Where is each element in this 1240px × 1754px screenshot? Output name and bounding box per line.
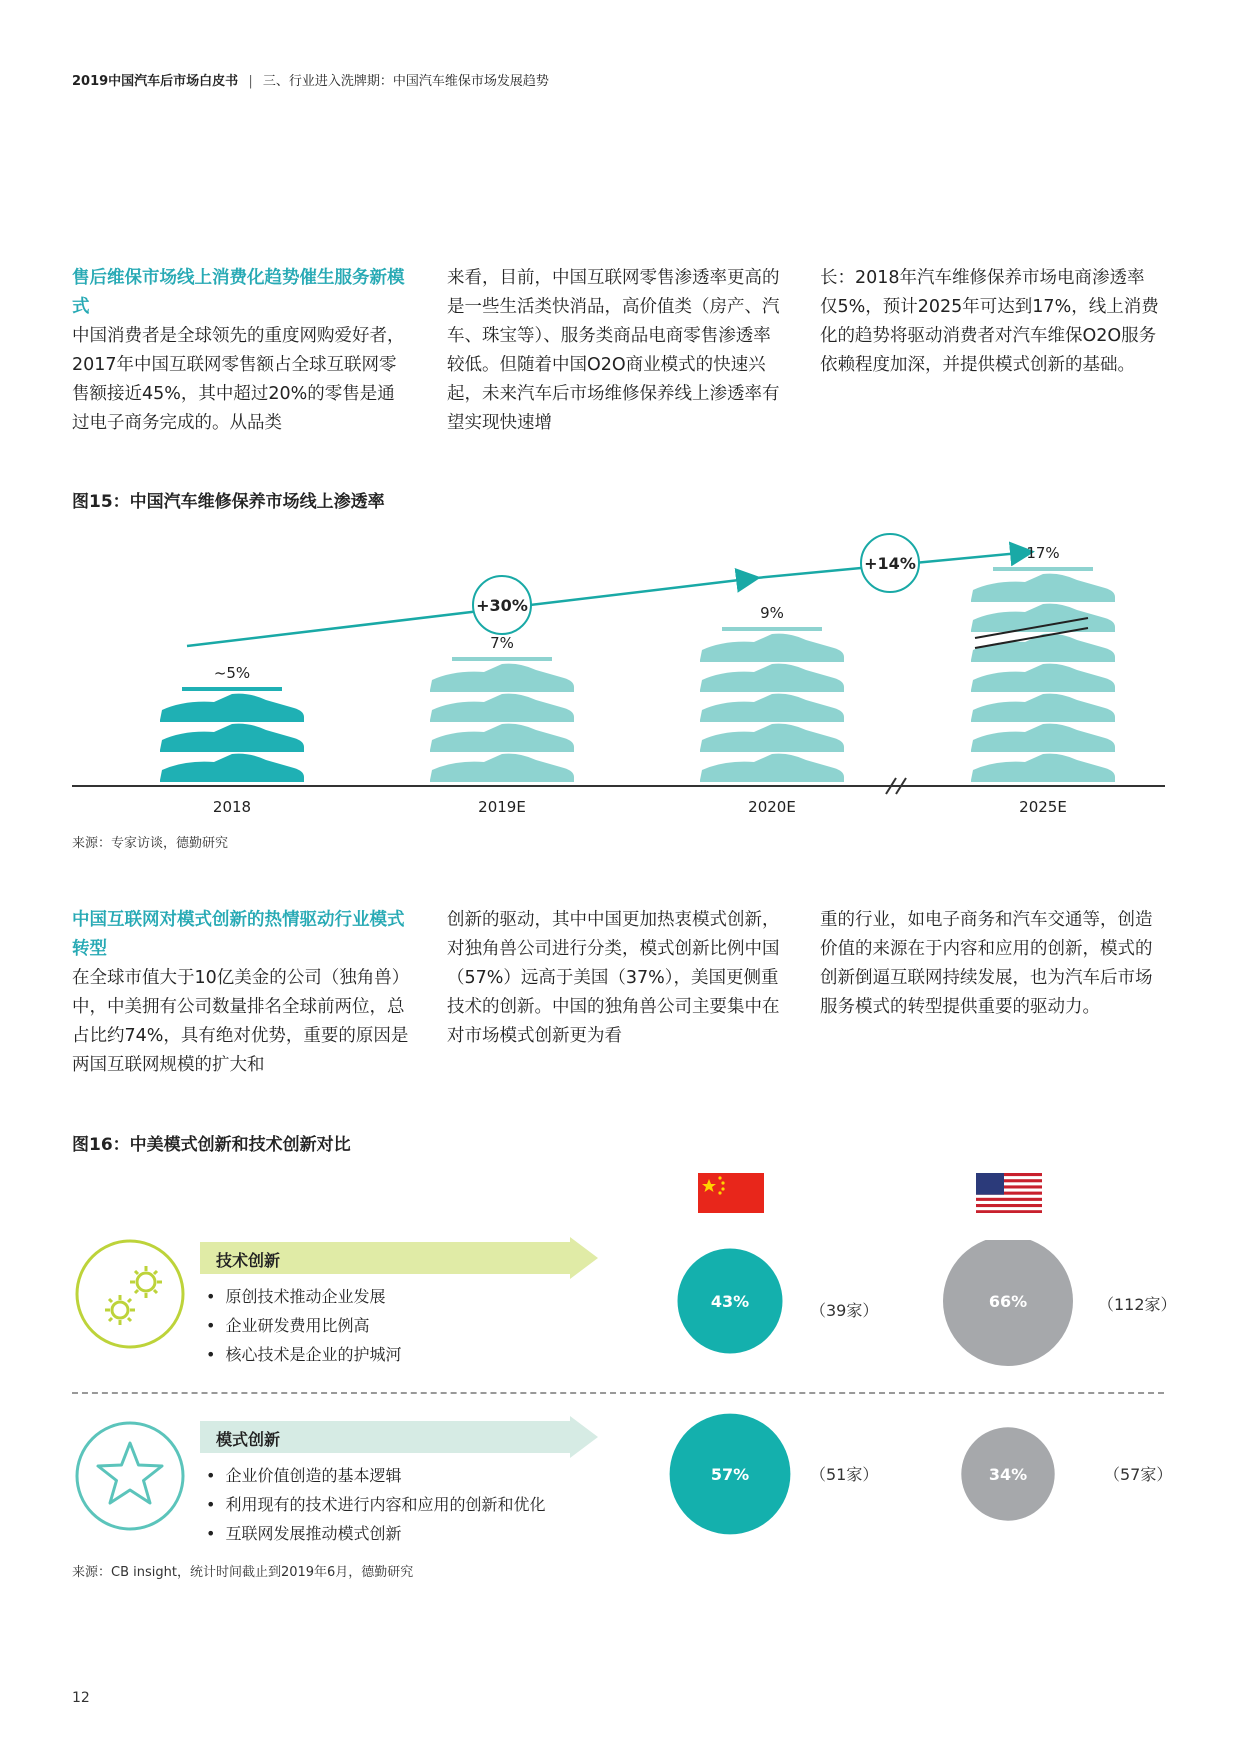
usa-model-count: （57家）: [1104, 1465, 1173, 1484]
model-star-icon: [72, 1418, 188, 1534]
figure16-source: 来源：CB insight，统计时间截止到2019年6月，德勤研究: [72, 1565, 414, 1580]
category-label-2025E: 2025E: [1019, 798, 1067, 816]
growth-bubble-2: [861, 534, 919, 592]
model-bullets: [206, 1461, 545, 1548]
model-bullet-1: • 企业价值创造的基本逻辑: [206, 1461, 545, 1490]
china-flag-icon: [698, 1173, 764, 1213]
value-label-2019E: 7%: [490, 634, 514, 652]
tech-gears-icon: [72, 1236, 188, 1352]
growth-label-2: +14%: [864, 554, 916, 573]
section2-heading: 中国互联网对模式创新的热情驱动行业模式转型: [72, 910, 405, 959]
trend-arrow-1: [187, 578, 756, 646]
growth-label-1: +30%: [476, 596, 528, 615]
header-separator: |: [248, 74, 253, 89]
usa-percent-tech: 66%: [988, 1292, 1028, 1311]
value-label-2020E: 9%: [760, 604, 784, 622]
section-title: 三、行业进入洗牌期：中国汽车维保市场发展趋势: [262, 74, 549, 89]
section1-col3: 长：2018年汽车维修保养市场电商渗透率仅5%，预计2025年可达到17%，线上消费化的趋势将驱动消费者对汽车维保O2O服务依赖程度加深，并提供模式创新的基础。: [820, 268, 1159, 375]
section1-heading: 售后维保市场线上消费化趋势催生服务新模式: [72, 268, 405, 317]
model-band-label: 模式创新: [216, 1430, 281, 1449]
value-label-2018: ~5%: [213, 664, 251, 682]
category-label-2020E: 2020E: [748, 798, 796, 816]
china-model-count: （51家）: [810, 1465, 879, 1484]
tech-bullet-3: • 核心技术是企业的护城河: [206, 1340, 401, 1369]
section2-col1-text: 在全球市值大于10亿美金的公司（独角兽）中，中美拥有公司数量排名全球前两位，总占比约74%，具有绝对优势，重要的原因是两国互联网规模的扩大和: [72, 968, 410, 1075]
usa-flag-icon: [976, 1173, 1042, 1213]
section2-col2: 创新的驱动，其中中国更加热衷模式创新，对独角兽公司进行分类，模式创新比例中国（57%）远高于美国（37%），美国更侧重技术的创新。中国的独角兽公司主要集中在对市场模式创新更为看: [447, 910, 780, 1046]
report-title: 2019中国汽车后市场白皮书: [72, 74, 239, 89]
model-bullet-2: • 利用现有的技术进行内容和应用的创新和优化: [206, 1490, 545, 1519]
section1-col2: 来看，目前，中国互联网零售渗透率更高的是一些生活类快消品，高价值类（房产、汽车、珠宝等）、服务类商品电商零售渗透率较低。但随着中国O2O商业模式的快速兴起，未来汽车后市场维修保养线上渗透率有望实现快速增: [447, 268, 780, 433]
section1-col1-text: 中国消费者是全球领先的重度网购爱好者，2017年中国互联网零售额占全球互联网零售额接近45%，其中超过20%的零售是通过电子商务完成的。从品类: [72, 326, 405, 433]
china-percent-model: 57%: [710, 1465, 750, 1484]
figure15-chart: [0, 520, 1240, 830]
bar-group: [160, 544, 1115, 816]
bar-2020E: [700, 627, 844, 782]
section2-col1: [72, 906, 412, 1080]
figure16-title: 图16：中美模式创新和技术创新对比: [72, 1135, 351, 1155]
china-tech-count: （39家）: [810, 1301, 879, 1320]
value-label-2025E: 17%: [1026, 544, 1060, 562]
page-number: 12: [72, 1690, 90, 1706]
bar-2018: [160, 687, 304, 782]
tech-band-label: 技术创新: [216, 1251, 281, 1270]
model-bullet-3: • 互联网发展推动模式创新: [206, 1519, 545, 1548]
usa-percent-model: 34%: [988, 1465, 1028, 1484]
figure15-title: 图15：中国汽车维修保养市场线上渗透率: [72, 492, 385, 512]
category-label-2018: 2018: [212, 798, 252, 816]
tech-bullet-2: • 企业研发费用比例高: [206, 1311, 401, 1340]
usa-tech-count: （112家）: [1098, 1295, 1177, 1314]
running-header: [72, 70, 549, 89]
tech-bullet-1: • 原创技术推动企业发展: [206, 1282, 401, 1311]
section2-col3: 重的行业，如电子商务和汽车交通等，创造价值的来源在于内容和应用的创新，模式的创新倒逼互联网持续发展，也为汽车后市场服务模式的转型提供重要的驱动力。: [820, 910, 1153, 1017]
bar-2025E: [971, 567, 1115, 782]
category-label-2019E: 2019E: [478, 798, 526, 816]
bar-2019E: [430, 657, 574, 782]
section1-col1: [72, 264, 412, 438]
growth-bubble-1: [473, 576, 531, 634]
tech-bullets: [206, 1282, 401, 1369]
innovation-bubbles: [640, 1240, 1090, 1540]
figure15-source: 来源：专家访谈，德勤研究: [72, 836, 229, 851]
china-percent-tech: 43%: [710, 1292, 750, 1311]
